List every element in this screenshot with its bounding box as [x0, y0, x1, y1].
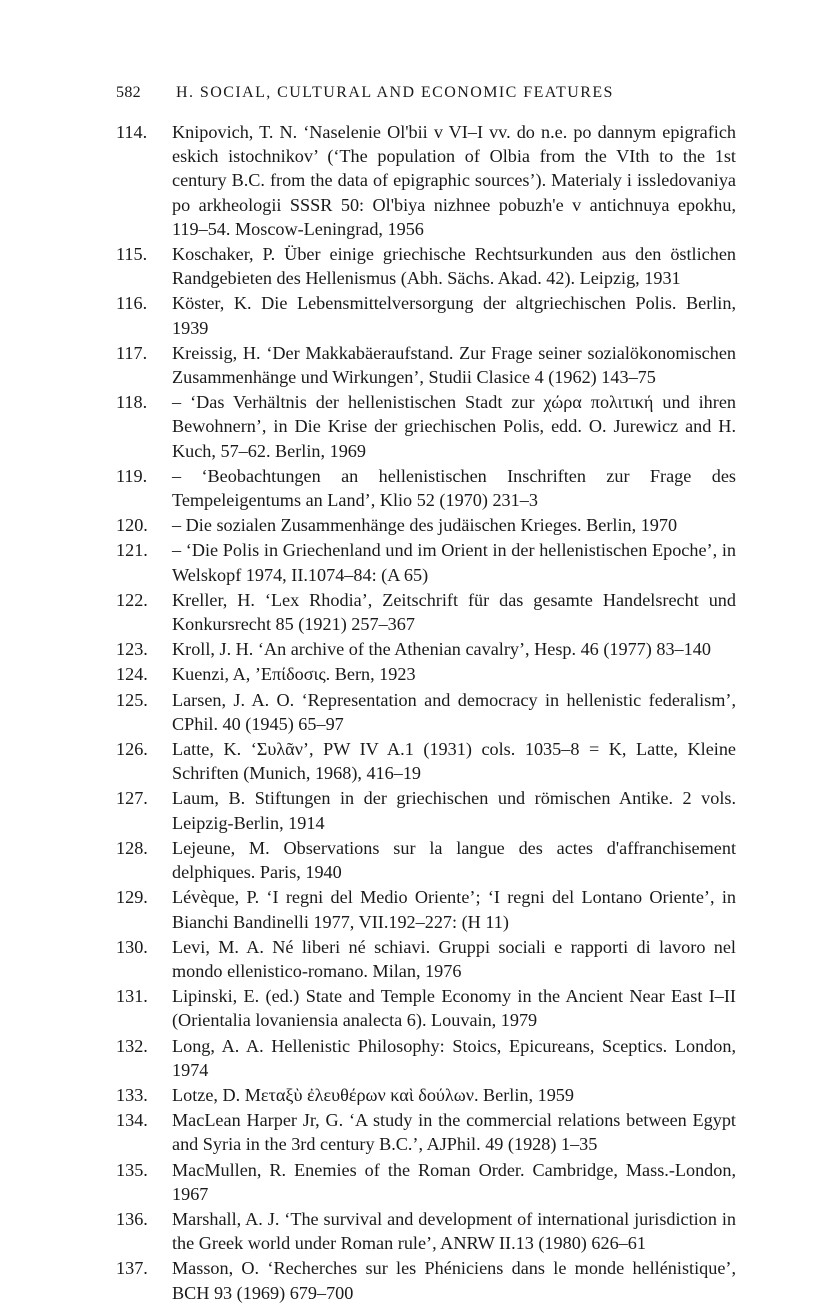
bibliography-entry-115 — [116, 242, 736, 290]
bibliography-entry-124 — [116, 662, 736, 686]
entry-number: 122. — [116, 589, 148, 610]
bibliography-entry-131 — [116, 984, 736, 1032]
entry-number: 125. — [116, 689, 148, 710]
entry-number: 130. — [116, 936, 148, 957]
entry-number: 131. — [116, 986, 148, 1007]
entry-text: Lotze, D. Μεταξὺ ἐλευθέρων καὶ δούλων. Berlin, 1959 — [172, 1084, 574, 1105]
entry-text: Levi, M. A. Né liberi né schiavi. Gruppi sociali e rapporti di lavoro nel mondo ellenistico-romano. Milan, 1976 — [172, 936, 736, 981]
entry-text: Marshall, A. J. ‘The survival and development of international jurisdiction in the Greek world under Roman rule’, ANRW II.13 (1980) 626–61 — [172, 1208, 736, 1254]
entry-text: Masson, O. ‘Recherches sur les Phéniciens dans le monde hellénistique’, BCH 93 (1969) 679–700 — [172, 1258, 736, 1303]
bibliography-entry-130 — [116, 935, 736, 983]
entry-number: 126. — [116, 739, 148, 760]
running-title: H. SOCIAL, CULTURAL AND ECONOMIC FEATURES — [176, 84, 614, 101]
entry-number: 136. — [116, 1208, 148, 1229]
bibliography-entry-129 — [116, 885, 736, 933]
entry-number: 137. — [116, 1258, 148, 1279]
entry-number: 120. — [116, 515, 148, 536]
entry-number: 129. — [116, 887, 148, 908]
bibliography-entry-114 — [116, 120, 736, 241]
bibliography-entry-135 — [116, 1158, 736, 1206]
entry-number: 114. — [116, 122, 148, 142]
entry-text: Lejeune, M. Observations sur la langue des actes d'affranchisement delphiques. Paris, 1940 — [172, 837, 736, 883]
entry-text: Laum, B. Stiftungen in der griechischen und römischen Antike. 2 vols. Leipzig-Berlin, 1914 — [172, 788, 736, 833]
entry-text: Kroll, J. H. ‘An archive of the Athenian cavalry’, Hesp. 46 (1977) 83–140 — [172, 639, 711, 660]
bibliography-entry-125 — [116, 688, 736, 736]
bibliography-entry-118 — [116, 390, 736, 463]
entry-text: MacLean Harper Jr, G. ‘A study in the commercial relations between Egypt and Syria in the 3rd century B.C.’, AJPhil. 49 (1928) 1–35 — [172, 1110, 736, 1155]
entry-number: 117. — [116, 342, 148, 363]
bibliography-entry-126 — [116, 737, 736, 785]
entry-number: 124. — [116, 664, 148, 685]
entry-number: 134. — [116, 1110, 148, 1131]
entry-number: 127. — [116, 788, 148, 809]
entry-text: – ‘Beobachtungen an hellenistischen Inschriften zur Frage des Tempeleigentums an Land’, Klio 52 (1970) 231–3 — [172, 465, 736, 511]
entry-number: 132. — [116, 1035, 148, 1056]
bibliography-entry-134 — [116, 1108, 736, 1156]
entry-text: Knipovich, T. N. ‘Naselenie Ol'bii v VI–I vv. do n.e. po dannym epigrafich eskich istochnikov’ (‘The population of Olbia from the VIth to the 1st century B.C. from the data of epigraphic sources’). Materialy i issledovaniya po arkheologii SSSR 50: Ol'biya nizhnee pobuzh'e v antichnuya epokhu, 119–54. Moscow-Leningrad, 1956 — [172, 122, 736, 239]
bibliography-list — [116, 120, 736, 1305]
entry-text: Köster, K. Die Lebensmittelversorgung der altgriechischen Polis. Berlin, 1939 — [172, 293, 736, 338]
entry-number: 135. — [116, 1159, 148, 1180]
entry-number: 119. — [116, 465, 148, 486]
entry-text: – Die sozialen Zusammenhänge des judäischen Krieges. Berlin, 1970 — [172, 515, 678, 536]
entry-text: MacMullen, R. Enemies of the Roman Order. Cambridge, Mass.-London, 1967 — [172, 1159, 736, 1204]
entry-number: 128. — [116, 837, 148, 858]
bibliography-entry-120 — [116, 513, 736, 537]
entry-text: Koschaker, P. Über einige griechische Rechtsurkunden aus den östlichen Randgebieten des Hellenismus (Abh. Sächs. Akad. 42). Leipzig, 1931 — [172, 244, 736, 289]
entry-text: Latte, K. ‘Συλᾶν’, PW IV A.1 (1931) cols. 1035–8 = K, Latte, Kleine Schriften (Munich, 1968), 416–19 — [172, 739, 736, 784]
bibliography-entry-119 — [116, 464, 736, 512]
entry-text: Lévèque, P. ‘I regni del Medio Oriente’; ‘I regni del Lontano Oriente’, in Bianchi Bandinelli 1977, VII.192–227: (H 11) — [172, 887, 736, 932]
bibliography-entry-132 — [116, 1034, 736, 1082]
bibliography-entry-137 — [116, 1256, 736, 1304]
entry-text: Kreller, H. ‘Lex Rhodia’, Zeitschrift für das gesamte Handelsrecht und Konkursrecht 85 (1921) 257–367 — [172, 589, 736, 635]
entry-text: Kuenzi, A, ’Επίδοσις. Bern, 1923 — [172, 664, 416, 685]
bibliography-entry-121 — [116, 538, 736, 586]
entry-text: Lipinski, E. (ed.) State and Temple Economy in the Ancient Near East I–II (Orientalia lovaniensia analecta 6). Louvain, 1979 — [172, 986, 736, 1031]
bibliography-entry-122 — [116, 588, 736, 636]
page-number: 582 — [116, 84, 141, 101]
entry-number: 115. — [116, 244, 148, 265]
bibliography-entry-133 — [116, 1083, 736, 1107]
entry-number: 123. — [116, 639, 148, 660]
bibliography-entry-128 — [116, 836, 736, 884]
entry-number: 116. — [116, 293, 148, 314]
bibliography-entry-117 — [116, 341, 736, 389]
bibliography-entry-136 — [116, 1207, 736, 1255]
bibliography-entry-127 — [116, 786, 736, 834]
running-header — [116, 84, 756, 108]
entry-text: Larsen, J. A. O. ‘Representation and democracy in hellenistic federalism’, CPhil. 40 (1945) 65–97 — [172, 689, 736, 734]
entry-text: Long, A. A. Hellenistic Philosophy: Stoics, Epicureans, Sceptics. London, 1974 — [172, 1035, 736, 1080]
entry-number: 121. — [116, 540, 148, 561]
bibliography-entry-116 — [116, 291, 736, 339]
entry-text: Kreissig, H. ‘Der Makkabäeraufstand. Zur Frage seiner sozialökonomischen Zusammenhänge und Wirkungen’, Studii Clasice 4 (1962) 143–75 — [172, 342, 736, 388]
bibliography-entry-123 — [116, 637, 736, 661]
entry-number: 118. — [116, 392, 148, 413]
entry-text: – ‘Das Verhältnis der hellenistischen Stadt zur χώρα πολιτική und ihren Bewohnern’, in Die Krise der griechischen Polis, edd. O. Jurewicz and H. Kuch, 57–62. Berlin, 1969 — [172, 392, 736, 461]
entry-text: – ‘Die Polis in Griechenland und im Orient in der hellenistischen Epoche’, in Welskopf 1974, II.1074–84: (A 65) — [172, 540, 736, 585]
entry-number: 133. — [116, 1084, 148, 1105]
